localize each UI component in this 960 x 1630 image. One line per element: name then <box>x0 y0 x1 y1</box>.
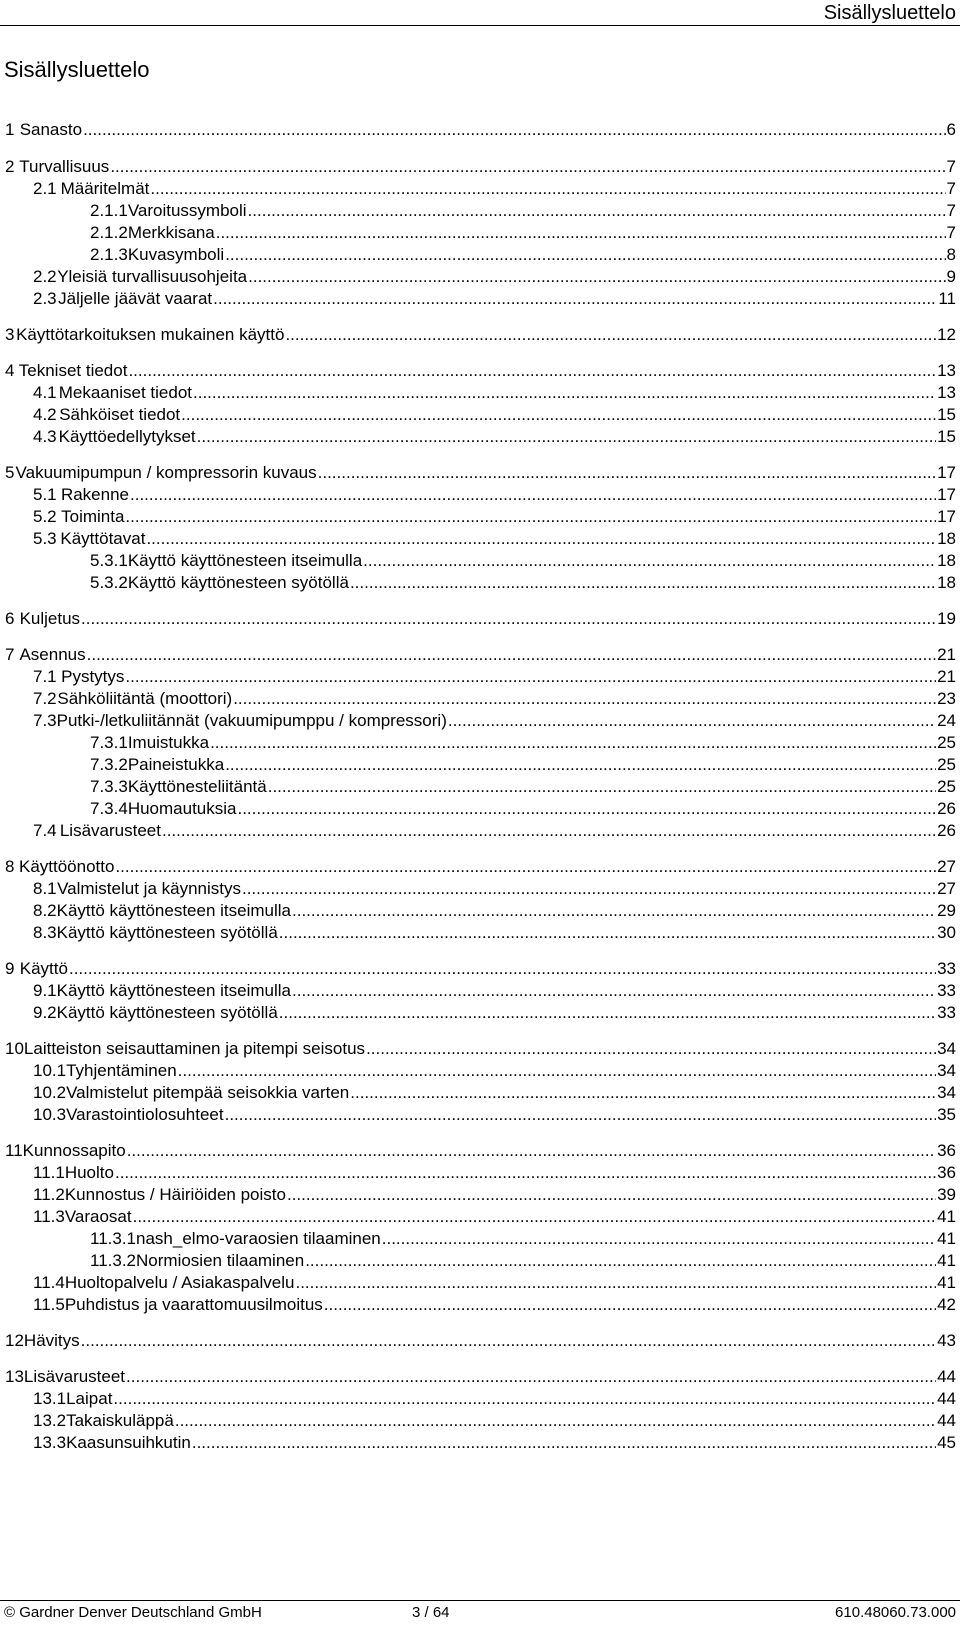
toc-entry-number: 11.2 <box>33 1185 65 1204</box>
toc-entry-page: 34 <box>937 1083 956 1102</box>
toc-entry[interactable] <box>0 643 960 667</box>
toc-entry-title: Käyttö käyttönesteen itseimulla <box>56 901 291 920</box>
toc-entry-number: 11.3.2 <box>90 1251 137 1270</box>
toc-entry[interactable] <box>0 899 960 923</box>
toc-entry-page: 41 <box>937 1273 956 1292</box>
toc-dot-leader <box>268 775 936 799</box>
toc-dot-leader <box>248 265 945 289</box>
toc-entry-page: 18 <box>937 551 956 570</box>
toc-dot-leader <box>113 1387 936 1411</box>
toc-dot-leader <box>127 1139 936 1163</box>
toc-entry-number: 10.2 <box>33 1083 67 1102</box>
toc-entry-title: Sanasto <box>19 120 83 139</box>
toc-entry-number: 7.3.4 <box>90 799 128 818</box>
toc-dot-leader <box>81 1329 936 1353</box>
toc-dot-leader <box>125 505 936 529</box>
toc-entry[interactable] <box>0 1329 960 1353</box>
toc-entry-title: Lisävarusteet <box>23 1367 126 1386</box>
toc-entry-title: Merkkisana <box>127 223 215 242</box>
toc-dot-leader <box>285 323 936 347</box>
toc-entry-number: 4.1 <box>33 383 57 402</box>
toc-entry-number: 5.3 <box>33 529 57 548</box>
toc-dot-leader <box>87 643 936 667</box>
toc-entry-title: Huomautuksia <box>127 799 237 818</box>
toc-entry[interactable] <box>0 1059 960 1083</box>
toc-entry-page: 34 <box>937 1061 956 1080</box>
toc-dot-leader <box>292 979 936 1003</box>
toc-entry-number: 5.3.1 <box>90 551 128 570</box>
toc-entry-page: 8 <box>946 245 956 264</box>
toc-entry-number: 11.1 <box>33 1163 65 1182</box>
toc-entry-title: Kaasunsuihkutin <box>66 1433 191 1452</box>
toc-entry-title: nash_elmo-varaosien tilaaminen <box>136 1229 381 1248</box>
toc-entry-title: Varastointiolosuhteet <box>66 1105 224 1124</box>
toc-dot-leader <box>162 819 936 843</box>
toc-dot-leader <box>318 461 936 485</box>
toc-entry-number: 11 <box>5 1141 23 1160</box>
toc-entry-number: 2 <box>5 157 15 176</box>
toc-entry-number: 2.1.1 <box>90 201 128 220</box>
toc-entry-page: 36 <box>937 1163 956 1182</box>
toc-entry[interactable] <box>0 323 960 347</box>
toc-entry-title: Huolto <box>64 1163 114 1182</box>
toc-entry-page: 44 <box>937 1411 956 1430</box>
toc-dot-leader <box>192 1431 936 1455</box>
toc-entry-number: 11.5 <box>33 1295 65 1314</box>
toc-entry-title: Käyttö käyttönesteen itseimulla <box>56 981 291 1000</box>
toc-entry-page: 7 <box>946 157 956 176</box>
toc-entry[interactable] <box>0 753 960 777</box>
toc-entry[interactable] <box>0 1365 960 1389</box>
toc-entry-number: 7.3 <box>33 711 57 730</box>
toc-entry-title: Kuvasymboli <box>127 245 225 264</box>
toc-entry-number: 7.2 <box>33 689 57 708</box>
toc-dot-leader <box>126 1365 936 1389</box>
toc-entry-number: 3 <box>5 325 15 344</box>
toc-entry-number: 1 <box>5 120 15 139</box>
toc-entry-page: 41 <box>937 1229 956 1248</box>
toc-dot-leader <box>181 403 936 427</box>
toc-entry-title: Asennus <box>19 645 86 664</box>
toc-entry-page: 25 <box>937 777 956 796</box>
toc-entry-page: 33 <box>937 959 956 978</box>
toc-entry-number: 9 <box>5 959 15 978</box>
toc-dot-leader <box>133 1205 936 1229</box>
toc-entry-title: Mekaaniset tiedot <box>58 383 193 402</box>
toc-entry-page: 36 <box>937 1141 956 1160</box>
toc-entry-page: 42 <box>937 1295 956 1314</box>
toc-dot-leader <box>233 687 936 711</box>
toc-dot-leader <box>81 607 936 631</box>
toc-entry[interactable] <box>0 731 960 755</box>
toc-entry[interactable] <box>0 1103 960 1127</box>
toc-entry-page: 24 <box>937 711 956 730</box>
toc-entry-title: Lisävarusteet <box>59 821 161 840</box>
toc-entry[interactable] <box>0 381 960 405</box>
toc-entry[interactable] <box>0 155 960 179</box>
toc-entry-title: Tekniset tiedot <box>18 361 128 380</box>
toc-entry-page: 23 <box>937 689 956 708</box>
toc-entry-title: Sähköliitäntä (moottori) <box>57 689 233 708</box>
toc-entry[interactable] <box>0 877 960 901</box>
toc-entry-title: Valmistelut ja käynnistys <box>57 879 241 898</box>
toc-entry-title: Vakuumipumpun / kompressorin kuvaus <box>15 463 317 482</box>
toc-entry[interactable] <box>0 549 960 573</box>
toc-entry-title: Kuljetus <box>19 609 81 628</box>
toc-entry-page: 44 <box>937 1389 956 1408</box>
toc-entry-number: 7.3.1 <box>90 733 128 752</box>
toc-entry-title: Laitteiston seisauttaminen ja pitempi seisotus <box>23 1039 366 1058</box>
toc-entry-page: 45 <box>937 1433 956 1452</box>
toc-entry-page: 12 <box>937 325 956 344</box>
toc-entry-page: 15 <box>937 427 956 446</box>
toc-entry-number: 11.4 <box>33 1273 65 1292</box>
toc-entry[interactable] <box>0 607 960 631</box>
toc-dot-leader <box>210 731 936 755</box>
toc-entry-page: 27 <box>937 857 956 876</box>
toc-entry[interactable] <box>0 1271 960 1295</box>
toc-entry-number: 8.1 <box>33 879 57 898</box>
toc-entry[interactable] <box>0 1183 960 1207</box>
toc-dot-leader <box>178 1059 936 1083</box>
footer <box>0 1604 960 1624</box>
toc-dot-leader <box>305 1249 936 1273</box>
toc-entry-page: 30 <box>937 923 956 942</box>
toc-entry[interactable] <box>0 1409 960 1433</box>
toc-dot-leader <box>125 665 936 689</box>
toc-entry-number: 8.2 <box>33 901 57 920</box>
toc-entry-page: 25 <box>937 733 956 752</box>
toc-entry-page: 39 <box>937 1185 956 1204</box>
toc-entry[interactable] <box>0 957 960 981</box>
toc-dot-leader <box>366 1037 936 1061</box>
toc-entry-number: 13.2 <box>33 1411 67 1430</box>
toc-dot-leader <box>115 1161 936 1185</box>
toc-entry[interactable] <box>0 1227 960 1251</box>
toc-entry-page: 13 <box>937 361 956 380</box>
toc-entry-title: Käyttöedellytykset <box>58 427 196 446</box>
toc-entry-title: Yleisiä turvallisuusohjeita <box>57 267 248 286</box>
toc-entry[interactable] <box>0 505 960 529</box>
toc-entry-number: 11.3 <box>33 1207 65 1226</box>
toc-entry-number: 2.1.3 <box>90 245 128 264</box>
running-header: Sisällysluettelo <box>823 2 956 24</box>
toc-entry-number: 5.3.2 <box>90 573 128 592</box>
toc-entry[interactable] <box>0 687 960 711</box>
toc-entry[interactable] <box>0 1387 960 1411</box>
toc-dot-leader <box>69 957 936 981</box>
toc-entry-title: Laipat <box>66 1389 113 1408</box>
toc-entry-title: Pystytys <box>61 667 125 686</box>
toc-entry-title: Jäljelle jäävät vaarat <box>58 289 213 308</box>
toc-entry-title: Huoltopalvelu / Asiakaspalvelu <box>64 1273 295 1292</box>
toc-entry-number: 6 <box>5 609 15 628</box>
toc-dot-leader <box>350 1081 936 1105</box>
toc-entry-number: 8 <box>5 857 15 876</box>
toc-entry[interactable] <box>0 819 960 843</box>
toc-entry[interactable] <box>0 287 960 311</box>
toc-entry-page: 44 <box>937 1367 956 1386</box>
toc-entry-title: Imuistukka <box>127 733 210 752</box>
toc-entry-page: 26 <box>937 799 956 818</box>
toc-entry-title: Turvallisuus <box>19 157 110 176</box>
toc-entry[interactable] <box>0 1205 960 1229</box>
toc-entry-page: 21 <box>937 645 956 664</box>
toc-dot-leader <box>225 243 945 267</box>
toc-entry-page: 33 <box>937 981 956 1000</box>
toc-entry-page: 34 <box>937 1039 956 1058</box>
toc-entry-number: 13.1 <box>33 1389 67 1408</box>
toc-entry[interactable] <box>0 775 960 799</box>
toc-entry-title: Varoitussymboli <box>127 201 247 220</box>
toc-entry-title: Tyhjentäminen <box>66 1061 177 1080</box>
toc-entry-page: 17 <box>937 485 956 504</box>
toc-entry-page: 17 <box>937 463 956 482</box>
toc-entry-number: 7 <box>5 645 15 664</box>
toc-entry[interactable] <box>0 359 960 383</box>
toc-entry-title: Sähköiset tiedot <box>59 405 181 424</box>
toc-dot-leader <box>279 921 936 945</box>
toc-entry-title: Käyttö käyttönesteen syötöllä <box>56 923 278 942</box>
toc-entry[interactable] <box>0 665 960 689</box>
toc-entry-page: 26 <box>937 821 956 840</box>
toc-entry-page: 27 <box>937 879 956 898</box>
toc-entry[interactable] <box>0 571 960 595</box>
toc-entry-page: 43 <box>937 1331 956 1350</box>
toc-dot-leader <box>197 425 936 449</box>
toc-entry[interactable] <box>0 177 960 201</box>
toc-entry[interactable] <box>0 527 960 551</box>
toc-entry-number: 5.2 <box>33 507 57 526</box>
toc-entry-number: 7.3.3 <box>90 777 128 796</box>
toc-entry-number: 13 <box>5 1367 24 1386</box>
toc-dot-leader <box>292 899 936 923</box>
toc-entry-title: Rakenne <box>60 485 130 504</box>
toc-entry-title: Määritelmät <box>60 179 150 198</box>
toc-entry[interactable] <box>0 979 960 1003</box>
toc-entry[interactable] <box>0 1161 960 1185</box>
toc-dot-leader <box>193 381 936 405</box>
toc-entry-page: 13 <box>937 383 956 402</box>
toc-entry-number: 8.3 <box>33 923 57 942</box>
toc-dot-leader <box>242 877 936 901</box>
toc-entry-title: Käyttötavat <box>60 529 146 548</box>
toc-entry-page: 35 <box>937 1105 956 1124</box>
toc-entry-title: Varaosat <box>64 1207 132 1226</box>
toc-entry-title: Käyttö käyttönesteen syötöllä <box>127 573 349 592</box>
header-divider <box>0 25 960 26</box>
toc-dot-leader <box>324 1293 936 1317</box>
toc-entry-page: 7 <box>946 179 956 198</box>
toc-entry-number: 2.1 <box>33 179 57 198</box>
toc-entry-number: 7.3.2 <box>90 755 128 774</box>
toc-entry[interactable] <box>0 243 960 267</box>
footer-doc-number: 610.48060.73.000 <box>835 1604 956 1621</box>
toc-entry-number: 13.3 <box>33 1433 67 1452</box>
toc-entry-title: Hävitys <box>23 1331 80 1350</box>
toc-entry-number: 7.1 <box>33 667 57 686</box>
toc-entry-number: 4.3 <box>33 427 57 446</box>
toc-entry-page: 17 <box>937 507 956 526</box>
toc-entry[interactable] <box>0 797 960 821</box>
toc-dot-leader <box>146 527 936 551</box>
toc-entry[interactable] <box>0 709 960 733</box>
toc-dot-leader <box>287 1183 936 1207</box>
toc-entry[interactable] <box>0 265 960 289</box>
toc-dot-leader <box>216 221 946 245</box>
toc-entry-title: Takaiskuläppä <box>66 1411 174 1430</box>
toc-entry[interactable] <box>0 1001 960 1025</box>
toc-entry[interactable] <box>0 403 960 427</box>
toc-entry-title: Käyttötarkoituksen mukainen käyttö <box>16 325 285 344</box>
toc-entry-title: Valmistelut pitempää seisokkia varten <box>66 1083 350 1102</box>
toc-dot-leader <box>295 1271 936 1295</box>
toc-entry-page: 7 <box>946 201 956 220</box>
toc-entry-title: Paineistukka <box>127 755 225 774</box>
toc-dot-leader <box>115 855 936 879</box>
toc-entry[interactable] <box>0 199 960 223</box>
toc-entry-page: 7 <box>946 223 956 242</box>
toc-entry-page: 41 <box>937 1251 956 1270</box>
toc-entry[interactable] <box>0 1293 960 1317</box>
toc-entry-page: 15 <box>937 405 956 424</box>
toc-dot-leader <box>279 1001 936 1025</box>
toc-dot-leader <box>130 483 936 507</box>
toc-entry-number: 4 <box>5 361 15 380</box>
toc-entry-number: 9.2 <box>33 1003 57 1022</box>
toc-entry-title: Kunnossapito <box>22 1141 126 1160</box>
toc-entry-number: 11.3.1 <box>90 1229 137 1248</box>
toc-dot-leader <box>363 549 936 573</box>
toc-entry-title: Käyttö käyttönesteen itseimulla <box>127 551 363 570</box>
toc-entry-title: Käyttö <box>19 959 68 978</box>
toc-entry-number: 10 <box>5 1039 24 1058</box>
toc-dot-leader <box>225 1103 936 1127</box>
toc-entry-page: 6 <box>946 120 956 139</box>
toc-dot-leader <box>175 1409 936 1433</box>
toc-entry-page: 25 <box>937 755 956 774</box>
toc-entry[interactable] <box>0 221 960 245</box>
toc-entry-number: 4.2 <box>33 405 57 424</box>
toc-entry[interactable] <box>0 855 960 879</box>
toc-entry-title: Toiminta <box>61 507 125 526</box>
toc-dot-leader <box>237 797 936 821</box>
toc-entry[interactable] <box>0 425 960 449</box>
toc-entry[interactable] <box>0 1081 960 1105</box>
toc-dot-leader <box>128 359 936 383</box>
toc-entry-title: Käyttöönotto <box>18 857 115 876</box>
toc-entry[interactable] <box>0 483 960 507</box>
toc-entry-page: 21 <box>937 667 956 686</box>
toc-entry-title: Normiosien tilaaminen <box>136 1251 305 1270</box>
toc-dot-leader <box>150 177 945 201</box>
toc-entry[interactable] <box>0 1431 960 1455</box>
toc-entry[interactable] <box>0 461 960 485</box>
toc-dot-leader <box>225 753 936 777</box>
toc-entry-page: 19 <box>937 609 956 628</box>
toc-entry-title: Käyttö käyttönesteen syötöllä <box>56 1003 278 1022</box>
toc-entry-number: 2.3 <box>33 289 57 308</box>
toc-dot-leader <box>248 199 946 223</box>
toc-entry-page: 33 <box>937 1003 956 1022</box>
toc-entry[interactable] <box>0 1249 960 1273</box>
toc-entry[interactable] <box>0 1139 960 1163</box>
footer-page-number: 3 / 64 <box>412 1604 450 1621</box>
toc-entry-page: 18 <box>937 573 956 592</box>
toc-entry-title: Kunnostus / Häiriöiden poisto <box>64 1185 286 1204</box>
toc-entry-number: 2.1.2 <box>90 223 128 242</box>
toc-entry-number: 2.2 <box>33 267 57 286</box>
toc-entry-page: 41 <box>937 1207 956 1226</box>
toc-entry-page: 11 <box>938 289 956 308</box>
toc-entry[interactable] <box>0 118 960 142</box>
toc-dot-leader <box>350 571 936 595</box>
toc-dot-leader <box>382 1227 936 1251</box>
toc-entry-number: 9.1 <box>33 981 57 1000</box>
toc-entry[interactable] <box>0 921 960 945</box>
footer-divider <box>0 1600 960 1601</box>
toc-entry-page: 18 <box>937 529 956 548</box>
toc-dot-leader <box>213 287 937 311</box>
toc-entry-page: 9 <box>946 267 956 286</box>
footer-copyright: © Gardner Denver Deutschland GmbH <box>4 1604 262 1621</box>
toc-dot-leader <box>110 155 945 179</box>
page-title: Sisällysluettelo <box>4 57 150 82</box>
toc-entry-number: 7.4 <box>33 821 57 840</box>
toc-entry-title: Käyttönesteliitäntä <box>127 777 267 796</box>
toc-entry-page: 29 <box>937 901 956 920</box>
toc-dot-leader <box>448 709 936 733</box>
toc-entry-number: 5.1 <box>33 485 57 504</box>
toc-dot-leader <box>83 118 945 142</box>
toc-entry-number: 12 <box>5 1331 24 1350</box>
toc-entry-number: 10.3 <box>33 1105 67 1124</box>
toc-entry[interactable] <box>0 1037 960 1061</box>
toc-entry-number: 10.1 <box>33 1061 67 1080</box>
toc-entry-number: 5 <box>5 463 15 482</box>
toc-entry-title: Puhdistus ja vaarattomuusilmoitus <box>64 1295 323 1314</box>
toc-entry-title: Putki-/letkuliitännät (vakuumipumppu / kompressori) <box>56 711 447 730</box>
